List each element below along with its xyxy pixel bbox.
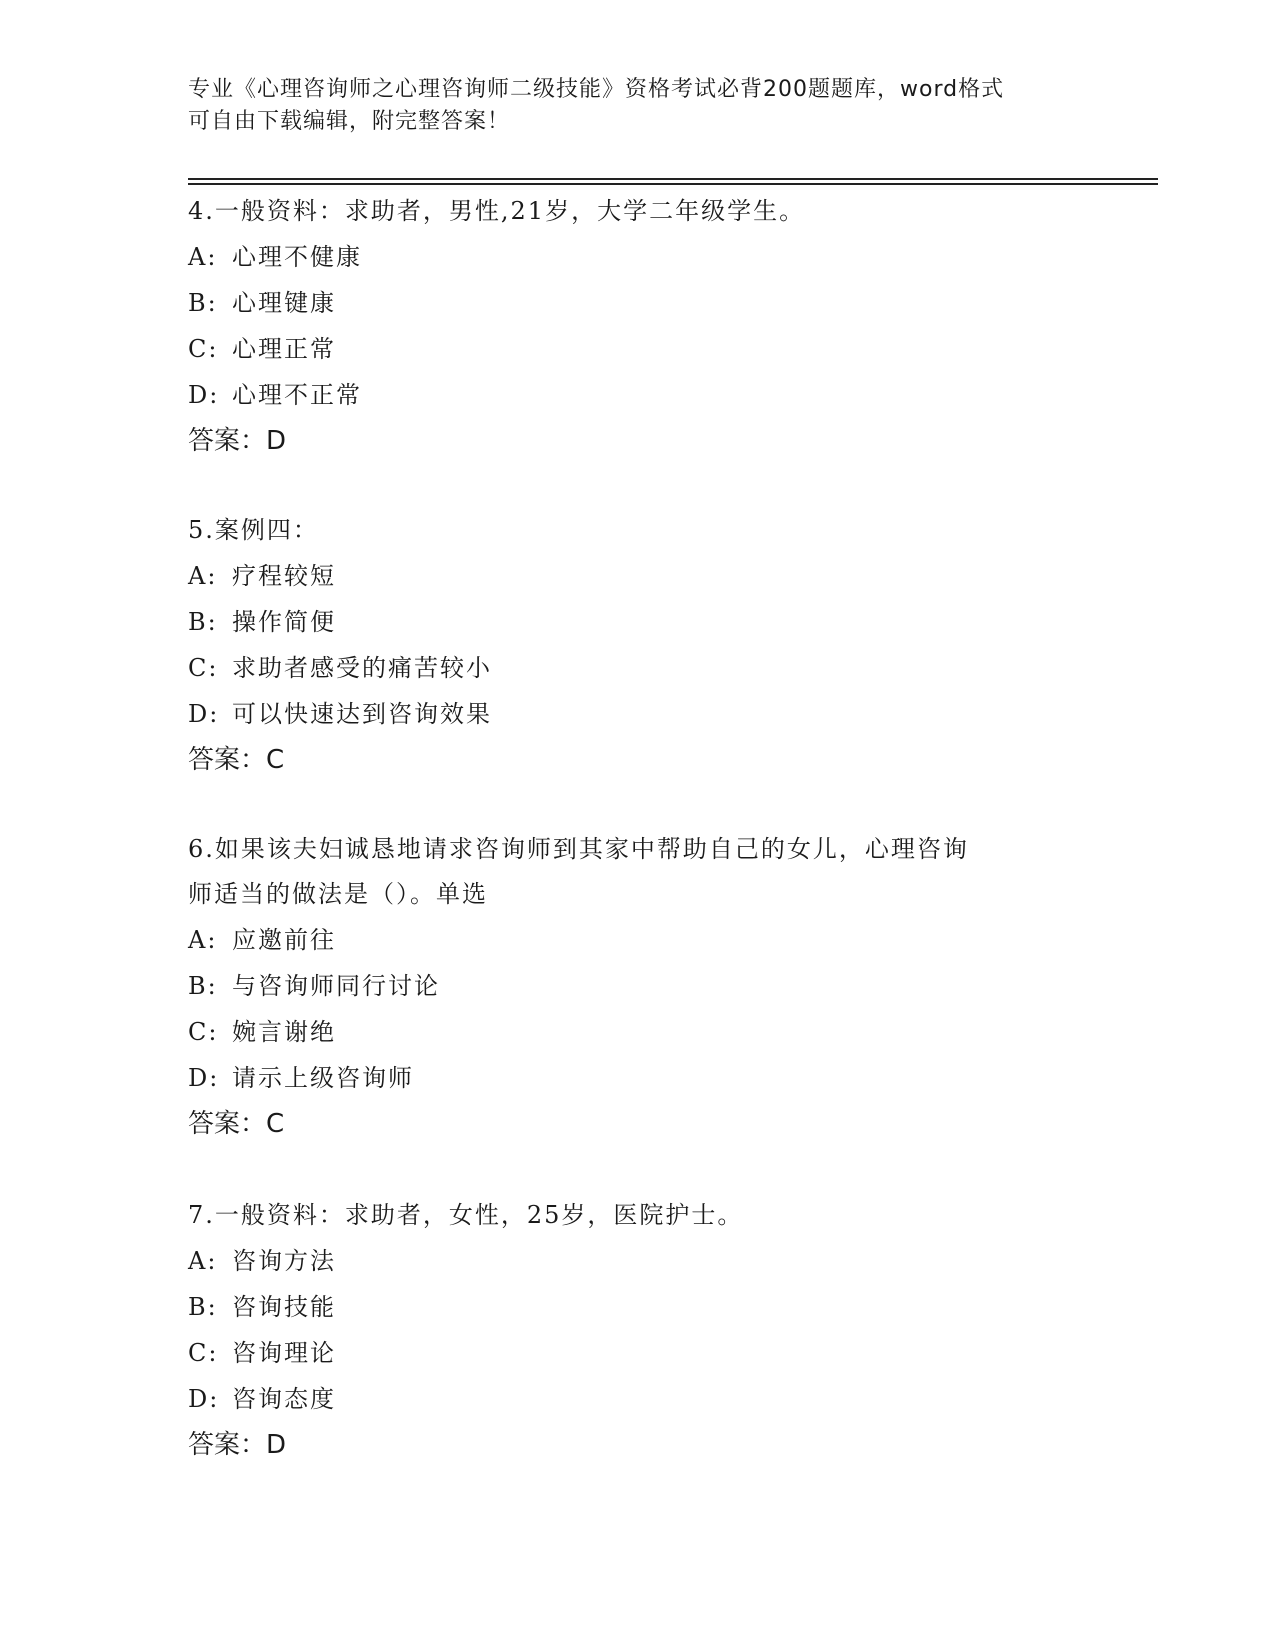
answer-line: 答案：C [188, 1109, 285, 1139]
question-stem-line-2: 师适当的做法是（）。单选 [188, 880, 488, 908]
header-title-line-2: 可自由下载编辑，附完整答案！ [188, 109, 511, 134]
option-c [188, 645, 1078, 691]
option-text: 婉言谢绝 [232, 1018, 336, 1046]
option-letter: C: [188, 335, 219, 363]
header-divider-top [188, 178, 1158, 180]
option-letter: C: [188, 654, 219, 682]
option-text: 请示上级咨询师 [232, 1064, 414, 1092]
header-divider-bottom [188, 183, 1158, 185]
option-letter: C: [188, 1018, 219, 1046]
option-letter: D: [188, 1064, 220, 1092]
option-c [188, 1009, 1078, 1055]
option-letter: A: [188, 926, 218, 954]
option-text: 咨询技能 [232, 1293, 336, 1321]
option-text: 操作简便 [232, 608, 336, 636]
option-letter: B: [188, 1293, 218, 1321]
question-6 [188, 827, 1078, 1147]
option-text: 心理键康 [232, 289, 336, 317]
option-b [188, 599, 1078, 645]
question-stem-line-1: 6.如果该夫妇诚恳地请求咨询师到其家中帮助自己的女儿，心理咨询 [188, 835, 969, 863]
answer-line: 答案：D [188, 1430, 287, 1460]
option-letter: A: [188, 562, 218, 590]
option-text: 咨询理论 [232, 1339, 336, 1367]
header-title-line-1: 专业《心理咨询师之心理咨询师二级技能》资格考试必背200题题库，word格式 [188, 77, 1005, 102]
option-a [188, 553, 1078, 599]
option-letter: B: [188, 972, 218, 1000]
option-d [188, 372, 1078, 418]
option-c [188, 326, 1078, 372]
option-a [188, 917, 1078, 963]
option-d [188, 1376, 1078, 1422]
option-d [188, 1055, 1078, 1101]
option-text: 咨询方法 [232, 1247, 336, 1275]
option-d [188, 691, 1078, 737]
question-stem: 5.案例四： [188, 516, 319, 544]
option-letter: B: [188, 289, 218, 317]
question-4 [188, 189, 1078, 464]
answer-line: 答案：C [188, 745, 285, 775]
option-letter: A: [188, 243, 218, 271]
document-header [188, 74, 1068, 138]
option-text: 心理不健康 [232, 243, 362, 271]
option-b [188, 963, 1078, 1009]
option-letter: D: [188, 700, 220, 728]
option-b [188, 280, 1078, 326]
option-text: 咨询态度 [232, 1385, 336, 1413]
option-text: 可以快速达到咨询效果 [232, 700, 492, 728]
option-c [188, 1330, 1078, 1376]
option-letter: D: [188, 381, 220, 409]
option-b [188, 1284, 1078, 1330]
question-stem: 4.一般资料：求助者，男性,21岁，大学二年级学生。 [188, 197, 806, 225]
option-text: 应邀前往 [232, 926, 336, 954]
answer-line: 答案：D [188, 426, 287, 456]
option-a [188, 234, 1078, 280]
option-letter: D: [188, 1385, 220, 1413]
question-7 [188, 1193, 1078, 1468]
option-text: 心理正常 [232, 335, 336, 363]
option-text: 与咨询师同行讨论 [232, 972, 440, 1000]
option-letter: C: [188, 1339, 219, 1367]
option-text: 疗程较短 [232, 562, 336, 590]
option-letter: B: [188, 608, 218, 636]
option-text: 心理不正常 [232, 381, 362, 409]
option-text: 求助者感受的痛苦较小 [232, 654, 492, 682]
option-letter: A: [188, 1247, 218, 1275]
question-5 [188, 508, 1078, 783]
question-stem: 7.一般资料：求助者，女性，25岁，医院护士。 [188, 1201, 744, 1229]
option-a [188, 1238, 1078, 1284]
